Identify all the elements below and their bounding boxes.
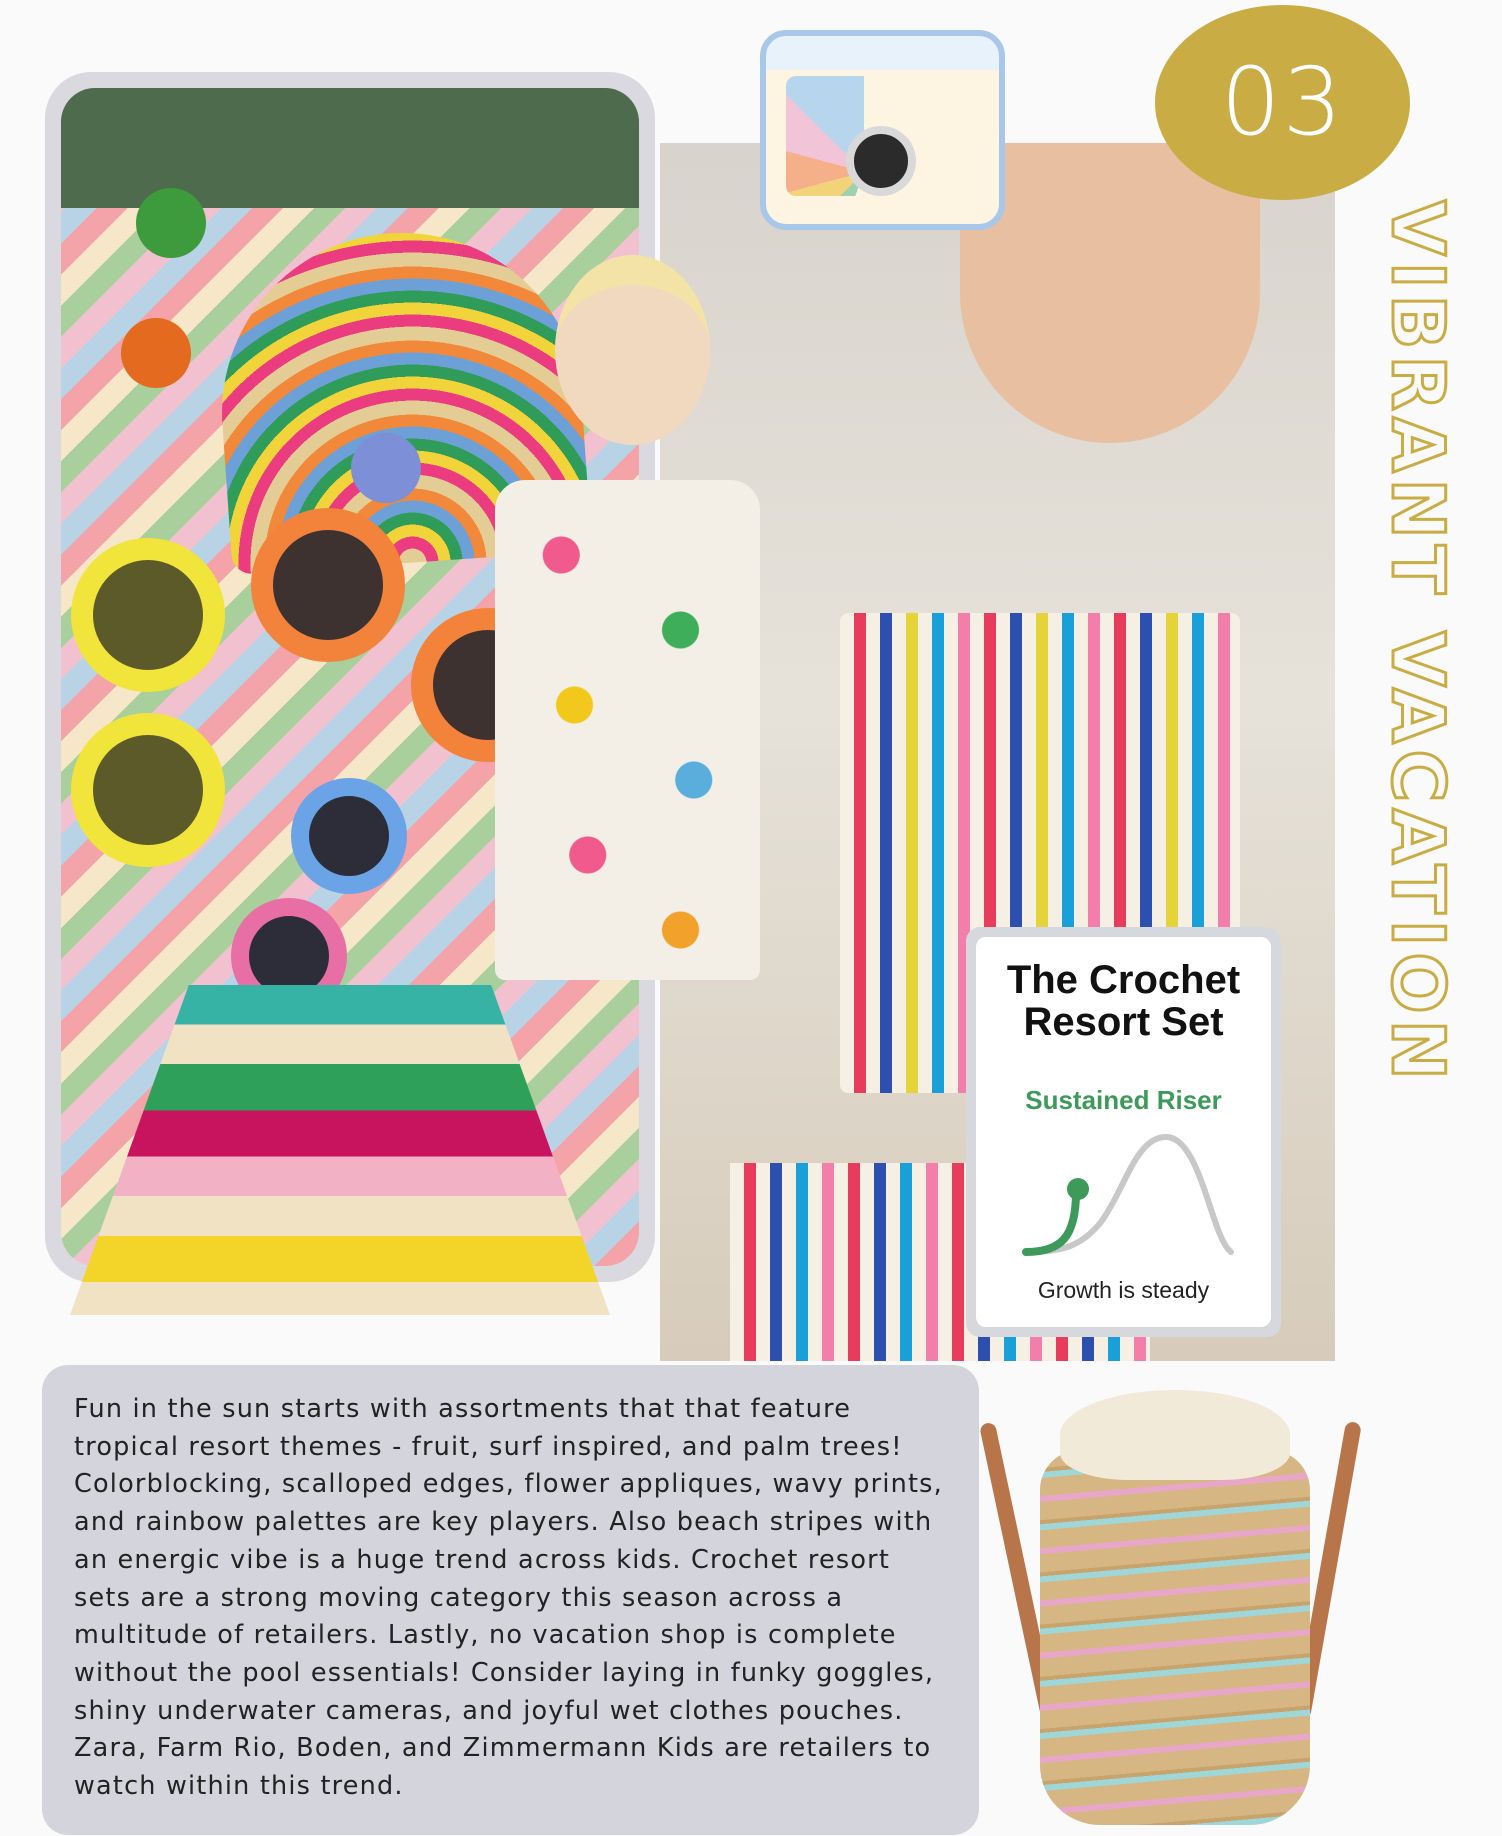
trend-card-title-line1: The Crochet [1006, 958, 1241, 1002]
girl-head-image [555, 255, 710, 445]
description-panel [42, 1365, 979, 1835]
crochet-drawstring-backpack-image [1000, 1390, 1345, 1830]
underwater-camera-image [760, 30, 1005, 230]
camera-lens-icon [846, 126, 916, 196]
flower-crochet-dress-image [495, 480, 760, 980]
section-title-text: VIBRANT VACATION [1376, 200, 1460, 1086]
trend-card-title-line2: Resort Set [1023, 1000, 1224, 1044]
description-text: Fun in the sun starts with assortments that that feature tropical resort themes - fruit, surf inspired, and palm trees! Colorblocking, scalloped edges, flower appliques, wavy prints, and rainbow palettes are key players. Also beach stripes with an energic vibe is a huge trend across kids. Crochet resort sets are a strong moving category this season across a multitude of retailers. Lastly, no vacation shop is complete without the pool essentials! Consider laying in funky goggles, shiny underwater cameras, and joyful wet clothes pouches. Zara, Farm Rio, Boden, and Zimmermann Kids are retailers to watch within this trend. [74, 1394, 943, 1802]
backpack-body [1040, 1450, 1310, 1825]
trend-card-title [976, 959, 1271, 1043]
growth-curve-marker [1067, 1178, 1089, 1200]
growth-curve-full [1026, 1137, 1231, 1252]
bench-shadow [61, 88, 639, 208]
growth-curve-icon [1016, 1127, 1236, 1267]
striped-sunglasses-image [291, 778, 407, 894]
backpack-drawstring-top [1060, 1390, 1290, 1480]
orange-round-sunglasses-image [251, 508, 405, 662]
pompom-blue [351, 433, 421, 503]
pompom-green [136, 188, 206, 258]
yellow-flower-sunglasses-image [71, 538, 225, 692]
trend-card-inner [976, 937, 1271, 1327]
trend-status-label: Sustained Riser [1025, 1085, 1222, 1115]
trend-card [966, 927, 1281, 1337]
section-number-badge: 03 [1155, 5, 1410, 200]
pompom-orange [121, 318, 191, 388]
model-skin [960, 143, 1260, 443]
yellow-flower-sunglasses-image-2 [71, 713, 225, 867]
trend-card-caption: Growth is steady [1037, 1277, 1210, 1303]
growth-curve-progress [1026, 1192, 1076, 1252]
